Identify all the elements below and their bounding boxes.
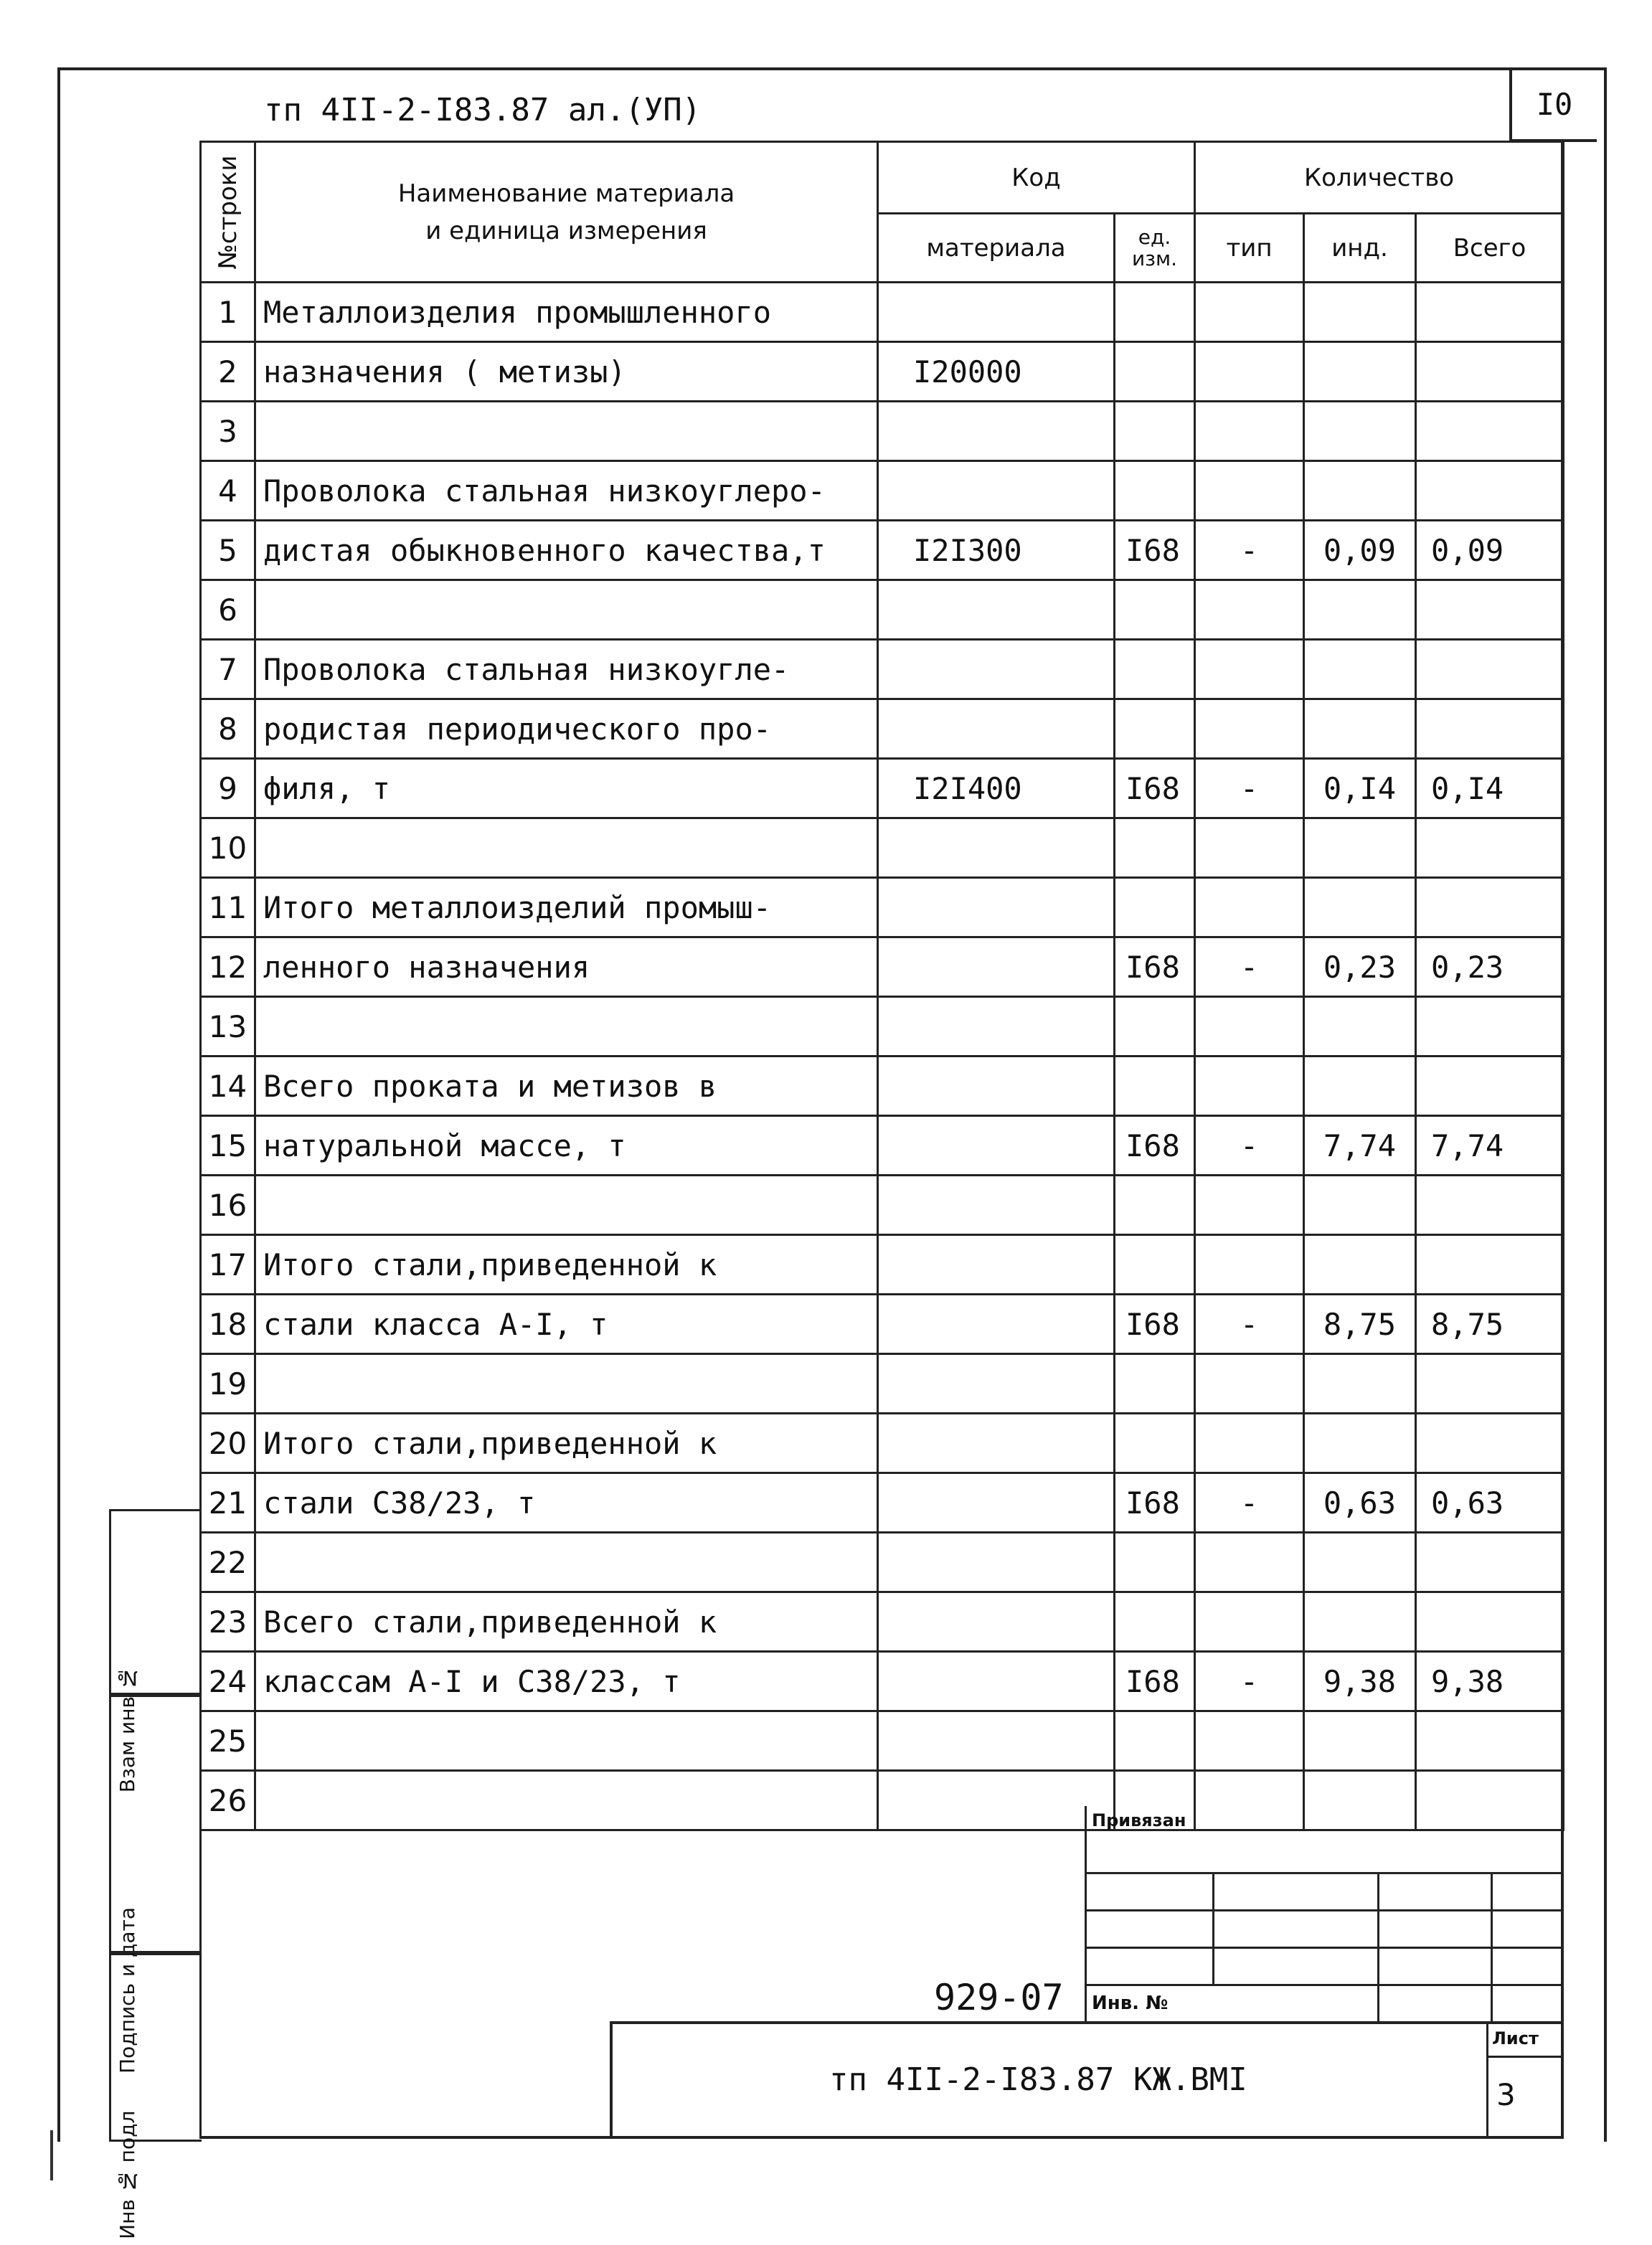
quantity-individual-cell: 9,38: [1304, 1652, 1416, 1711]
table-row: [201, 461, 1564, 521]
sheet-cell-divider: [1486, 2056, 1562, 2058]
material-code-cell: [878, 878, 1115, 937]
row-number-cell: 5: [201, 521, 255, 580]
linked-block-col1: [1212, 1872, 1214, 1984]
material-code-cell: [878, 402, 1115, 461]
row-number-header: №строки: [201, 142, 255, 283]
table-row: [201, 521, 1564, 580]
material-code-cell: [878, 1176, 1115, 1235]
unit-code-cell: [1115, 1057, 1195, 1116]
quantity-type-cell: [1195, 461, 1304, 521]
table-row: [201, 1057, 1564, 1116]
quantity-type-cell: [1195, 1057, 1304, 1116]
table-row: [201, 402, 1564, 461]
unit-code-cell: I68: [1115, 937, 1195, 997]
table-row: [201, 759, 1564, 818]
material-code-cell: [878, 1711, 1115, 1771]
material-code-cell: I20000: [878, 342, 1115, 402]
row-number-cell: 16: [201, 1176, 255, 1235]
material-name-cell: [255, 402, 878, 461]
sheet-label: Лист: [1492, 2028, 1539, 2048]
archive-number: 929-07: [934, 1977, 1064, 2018]
quantity-total-cell: [1416, 1414, 1564, 1473]
material-name-cell: [255, 580, 878, 640]
table-row: [201, 1592, 1564, 1652]
unit-code-cell: [1115, 402, 1195, 461]
quantity-type-cell: [1195, 283, 1304, 342]
material-name-cell: [255, 1354, 878, 1414]
sheet-value: 3: [1496, 2077, 1516, 2112]
material-code-cell: I2I300: [878, 521, 1115, 580]
material-code-cell: [878, 580, 1115, 640]
quantity-total-cell: [1416, 1057, 1564, 1116]
table-row: [201, 1533, 1564, 1592]
name-header-line1: Наименование материала: [397, 179, 735, 208]
table-row: [201, 580, 1564, 640]
quantity-total-cell: [1416, 878, 1564, 937]
row-number-cell: 11: [201, 878, 255, 937]
material-name-cell: [255, 1771, 878, 1830]
material-code-cell: [878, 640, 1115, 699]
quantity-total-cell: [1416, 402, 1564, 461]
total-header: Всего: [1416, 214, 1564, 283]
quantity-type-cell: [1195, 402, 1304, 461]
quantity-type-cell: -: [1195, 759, 1304, 818]
table-row: [201, 1711, 1564, 1771]
stamp-bottom-border: [199, 2136, 1562, 2139]
material-name-cell: [255, 818, 878, 878]
material-name-cell: Итого стали,приведенной к: [255, 1414, 878, 1473]
name-header-line2: и единица измерения: [425, 216, 707, 245]
unit-code-cell: I68: [1115, 1652, 1195, 1711]
linked-block-col3: [1491, 1872, 1493, 2021]
quantity-type-cell: [1195, 1354, 1304, 1414]
unit-code-cell: I68: [1115, 759, 1195, 818]
frame-edge-mark: [50, 2130, 53, 2180]
row-number-cell: 25: [201, 1711, 255, 1771]
quantity-type-cell: [1195, 640, 1304, 699]
row-number-cell: 1: [201, 283, 255, 342]
row-number-cell: 8: [201, 699, 255, 759]
quantity-total-cell: [1416, 1235, 1564, 1295]
quantity-type-cell: [1195, 818, 1304, 878]
quantity-individual-cell: [1304, 818, 1416, 878]
quantity-type-cell: [1195, 997, 1304, 1057]
quantity-type-cell: [1195, 1176, 1304, 1235]
quantity-type-cell: -: [1195, 1116, 1304, 1176]
unit-code-cell: I68: [1115, 521, 1195, 580]
material-name-cell: [255, 1176, 878, 1235]
table-row: [201, 640, 1564, 699]
quantity-type-cell: [1195, 878, 1304, 937]
linked-block-col2: [1377, 1872, 1379, 2021]
material-code-cell: [878, 997, 1115, 1057]
quantity-individual-cell: [1304, 1057, 1416, 1116]
table-row: [201, 937, 1564, 997]
material-name-cell: Всего стали,приведенной к: [255, 1592, 878, 1652]
row-number-cell: 26: [201, 1771, 255, 1830]
quantity-total-cell: 9,38: [1416, 1652, 1564, 1711]
quantity-total-cell: [1416, 1771, 1564, 1830]
unit-code-cell: [1115, 878, 1195, 937]
table-right-border: [1561, 141, 1564, 2139]
quantity-total-cell: 0,23: [1416, 937, 1564, 997]
material-code-cell: [878, 1295, 1115, 1354]
quantity-individual-cell: [1304, 997, 1416, 1057]
row-number-cell: 10: [201, 818, 255, 878]
material-name-cell: стали С38/23, т: [255, 1473, 878, 1533]
row-number-cell: 3: [201, 402, 255, 461]
material-code-cell: [878, 1592, 1115, 1652]
quantity-type-cell: [1195, 1592, 1304, 1652]
unit-code-cell: [1115, 699, 1195, 759]
unit-code-cell: [1115, 640, 1195, 699]
material-name-cell: стали класса А-I, т: [255, 1295, 878, 1354]
quantity-total-cell: [1416, 461, 1564, 521]
quantity-type-cell: -: [1195, 1295, 1304, 1354]
quantity-individual-cell: 7,74: [1304, 1116, 1416, 1176]
quantity-type-cell: -: [1195, 521, 1304, 580]
quantity-individual-cell: [1304, 699, 1416, 759]
quantity-total-cell: [1416, 342, 1564, 402]
material-code-cell: [878, 461, 1115, 521]
quantity-total-cell: [1416, 1176, 1564, 1235]
quantity-type-cell: [1195, 1235, 1304, 1295]
table-row: [201, 878, 1564, 937]
unit-code-cell: [1115, 1533, 1195, 1592]
material-name-cell: ленного назначения: [255, 937, 878, 997]
material-name-cell: родистая периодического про-: [255, 699, 878, 759]
row-number-cell: 23: [201, 1592, 255, 1652]
quantity-individual-cell: 0,I4: [1304, 759, 1416, 818]
quantity-type-cell: [1195, 1771, 1304, 1830]
material-name-cell: Проволока стальная низкоугле-: [255, 640, 878, 699]
quantity-individual-cell: [1304, 283, 1416, 342]
row-number-cell: 21: [201, 1473, 255, 1533]
row-number-cell: 20: [201, 1414, 255, 1473]
quantity-individual-cell: [1304, 342, 1416, 402]
unit-code-cell: [1115, 283, 1195, 342]
signature-date-box: [109, 1693, 202, 2074]
unit-code-header: ед. изм.: [1115, 214, 1195, 283]
quantity-type-cell: [1195, 1414, 1304, 1473]
unit-code-cell: [1115, 1414, 1195, 1473]
inv-original-box: [109, 1951, 202, 2239]
document-reference-top: тп 4II-2-I83.87 ал.(УП): [264, 92, 702, 128]
table-row: [201, 818, 1564, 878]
sheet-cell-left: [1486, 2021, 1488, 2139]
material-name-cell: филя, т: [255, 759, 878, 818]
table-row: [201, 1354, 1564, 1414]
quantity-individual-cell: [1304, 1235, 1416, 1295]
row-number-cell: 12: [201, 937, 255, 997]
quantity-total-cell: 0,I4: [1416, 759, 1564, 818]
quantity-type-cell: -: [1195, 1652, 1304, 1711]
quantity-individual-cell: [1304, 461, 1416, 521]
quantity-total-cell: [1416, 283, 1564, 342]
quantity-total-cell: [1416, 580, 1564, 640]
material-name-cell: Проволока стальная низкоуглеро-: [255, 461, 878, 521]
unit-code-cell: [1115, 818, 1195, 878]
quantity-total-cell: [1416, 997, 1564, 1057]
unit-code-cell: [1115, 580, 1195, 640]
title-block-left: [610, 2021, 613, 2139]
unit-code-cell: I68: [1115, 1295, 1195, 1354]
quantity-individual-cell: [1304, 1414, 1416, 1473]
quantity-type-cell: [1195, 699, 1304, 759]
quantity-type-cell: [1195, 580, 1304, 640]
quantity-individual-cell: [1304, 1592, 1416, 1652]
quantity-type-cell: [1195, 1533, 1304, 1592]
material-name-cell: Итого металлоизделий промыш-: [255, 878, 878, 937]
table-row: [201, 1295, 1564, 1354]
material-code-cell: [878, 283, 1115, 342]
material-code-cell: [878, 818, 1115, 878]
quantity-total-cell: [1416, 1592, 1564, 1652]
quantity-total-cell: 0,63: [1416, 1473, 1564, 1533]
material-code-cell: [878, 699, 1115, 759]
table-row: [201, 342, 1564, 402]
material-code-cell: [878, 1354, 1115, 1414]
quantity-total-cell: 7,74: [1416, 1116, 1564, 1176]
material-name-cell: [255, 1711, 878, 1771]
unit-code-cell: [1115, 342, 1195, 402]
material-name-cell: классам А-I и С38/23, т: [255, 1652, 878, 1711]
material-code-cell: [878, 1116, 1115, 1176]
quantity-individual-cell: 0,09: [1304, 521, 1416, 580]
quantity-type-cell: -: [1195, 937, 1304, 997]
material-specification-table: [199, 141, 1564, 1831]
material-code-cell: [878, 1652, 1115, 1711]
material-code-cell: [878, 1473, 1115, 1533]
quantity-individual-cell: [1304, 640, 1416, 699]
row-number-cell: 13: [201, 997, 255, 1057]
quantity-individual-cell: 0,23: [1304, 937, 1416, 997]
quantity-individual-cell: 8,75: [1304, 1295, 1416, 1354]
table-row: [201, 1414, 1564, 1473]
individual-header: инд.: [1304, 214, 1416, 283]
quantity-total-cell: [1416, 1354, 1564, 1414]
material-name-cell: [255, 1533, 878, 1592]
quantity-total-cell: [1416, 699, 1564, 759]
table-row: [201, 283, 1564, 342]
material-name-cell: дистая обыкновенного качества,т: [255, 521, 878, 580]
table-row: [201, 699, 1564, 759]
quantity-total-cell: [1416, 1533, 1564, 1592]
row-number-cell: 6: [201, 580, 255, 640]
quantity-group-header: Количество: [1195, 142, 1564, 214]
quantity-total-cell: 0,09: [1416, 521, 1564, 580]
quantity-individual-cell: [1304, 402, 1416, 461]
table-row: [201, 1116, 1564, 1176]
quantity-type-cell: [1195, 1711, 1304, 1771]
replaced-inv-box: [109, 1509, 202, 1793]
quantity-total-cell: [1416, 640, 1564, 699]
type-header: тип: [1195, 214, 1304, 283]
unit-code-cell: I68: [1115, 1116, 1195, 1176]
row-number-cell: 9: [201, 759, 255, 818]
unit-code-cell: [1115, 1354, 1195, 1414]
quantity-total-cell: [1416, 1711, 1564, 1771]
material-code-cell: [878, 937, 1115, 997]
material-name-cell: Всего проката и метизов в: [255, 1057, 878, 1116]
quantity-individual-cell: [1304, 1711, 1416, 1771]
linked-label: Привязан: [1092, 1810, 1186, 1830]
row-number-cell: 17: [201, 1235, 255, 1295]
unit-code-cell: [1115, 461, 1195, 521]
material-name-cell: натуральной массе, т: [255, 1116, 878, 1176]
unit-code-cell: [1115, 1711, 1195, 1771]
quantity-total-cell: 8,75: [1416, 1295, 1564, 1354]
material-name-cell: назначения ( метизы): [255, 342, 878, 402]
unit-code-cell: [1115, 1176, 1195, 1235]
table-row: [201, 1771, 1564, 1830]
quantity-individual-cell: [1304, 580, 1416, 640]
row-number-cell: 18: [201, 1295, 255, 1354]
row-number-cell: 19: [201, 1354, 255, 1414]
sheet-number-top: I0: [1509, 69, 1597, 142]
quantity-individual-cell: 0,63: [1304, 1473, 1416, 1533]
title-block-top: [610, 2021, 1564, 2024]
material-code-cell: I2I400: [878, 759, 1115, 818]
row-number-cell: 22: [201, 1533, 255, 1592]
quantity-individual-cell: [1304, 1533, 1416, 1592]
unit-code-cell: I68: [1115, 1473, 1195, 1533]
row-number-cell: 4: [201, 461, 255, 521]
table-row: [201, 1652, 1564, 1711]
quantity-type-cell: [1195, 342, 1304, 402]
material-name-cell: Итого стали,приведенной к: [255, 1235, 878, 1295]
unit-code-cell: [1115, 997, 1195, 1057]
table-row: [201, 1235, 1564, 1295]
material-code-cell: [878, 1235, 1115, 1295]
inv-no-label: Инв. №: [1092, 1993, 1169, 2014]
material-code-cell: [878, 1533, 1115, 1592]
material-name-cell: Металлоизделия промышленного: [255, 283, 878, 342]
signature-date-label: Подпись и дата: [115, 1906, 139, 2074]
quantity-individual-cell: [1304, 1176, 1416, 1235]
quantity-individual-cell: [1304, 878, 1416, 937]
inv-original-label: Инв № подл: [115, 2110, 139, 2239]
table-row: [201, 997, 1564, 1057]
material-code-cell: [878, 1771, 1115, 1830]
row-number-cell: 24: [201, 1652, 255, 1711]
replaced-inv-label: Взам инв №: [115, 1666, 139, 1793]
material-code-header: материала: [878, 214, 1115, 283]
document-reference-bottom: тп 4II-2-I83.87 КЖ.ВМI: [829, 2061, 1247, 2098]
material-code-cell: [878, 1414, 1115, 1473]
row-number-cell: 14: [201, 1057, 255, 1116]
linked-block-left: [1085, 1806, 1087, 2021]
unit-code-cell: [1115, 1592, 1195, 1652]
name-header: [255, 142, 878, 283]
row-number-cell: 2: [201, 342, 255, 402]
quantity-total-cell: [1416, 818, 1564, 878]
quantity-type-cell: -: [1195, 1473, 1304, 1533]
table-row: [201, 1176, 1564, 1235]
unit-code-cell: [1115, 1235, 1195, 1295]
quantity-individual-cell: [1304, 1354, 1416, 1414]
quantity-individual-cell: [1304, 1771, 1416, 1830]
code-group-header: Код: [878, 142, 1195, 214]
material-name-cell: [255, 997, 878, 1057]
material-code-cell: [878, 1057, 1115, 1116]
row-number-cell: 7: [201, 640, 255, 699]
row-number-cell: 15: [201, 1116, 255, 1176]
table-row: [201, 1473, 1564, 1533]
